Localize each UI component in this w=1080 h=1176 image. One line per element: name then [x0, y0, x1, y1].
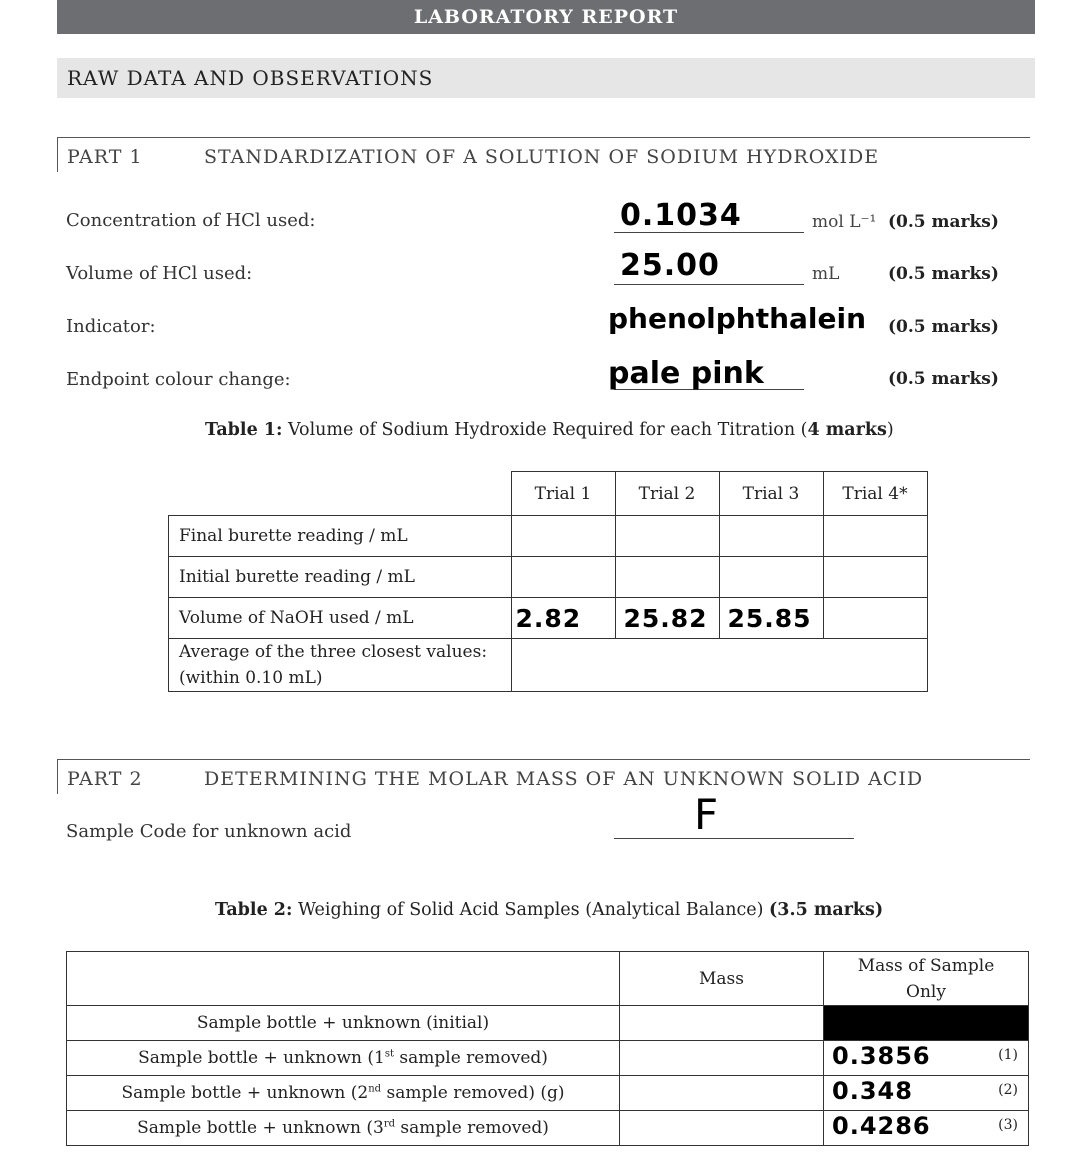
table2-corner [67, 952, 620, 1006]
row-1-sample-value: 0.3856 [832, 1042, 931, 1070]
part2-number: PART 2 [67, 768, 143, 790]
hcl-volume-value: 25.00 [620, 248, 720, 283]
table-corner [169, 472, 512, 516]
titration-table [168, 471, 928, 692]
table1-caption-marks: 4 marks [807, 420, 887, 440]
part2-heading [57, 759, 1030, 794]
hcl-volume-unit: mL [812, 264, 840, 284]
row-label-volume: Volume of NaOH used / mL [169, 598, 512, 639]
table1-caption [205, 420, 894, 440]
row-label-initial: Initial burette reading / mL [169, 557, 512, 598]
weighing-table [66, 951, 1029, 1146]
row-1-sample [824, 1041, 1029, 1076]
row-3-label: Sample bottle + unknown (3rd sample removed) [67, 1111, 620, 1146]
indicator-marks: (0.5 marks) [888, 317, 999, 337]
row-label-final: Final burette reading / mL [169, 516, 512, 557]
table2-caption-marks: (3.5 marks) [769, 900, 884, 920]
part1-title: STANDARDIZATION OF A SOLUTION OF SODIUM HYDROXIDE [204, 146, 880, 168]
row-3-sample-value: 0.4286 [832, 1112, 931, 1140]
row-1-label: Sample bottle + unknown (1st sample removed) [67, 1041, 620, 1076]
sample-code-line [614, 838, 854, 839]
cell-average [511, 639, 927, 692]
cell-final-3 [719, 516, 823, 557]
col-sample-mass-line1: Mass of Sample [857, 955, 995, 976]
col-mass: Mass [620, 952, 824, 1006]
hcl-volume-marks: (0.5 marks) [888, 264, 999, 284]
table1-caption-number: Table 1: [205, 420, 283, 440]
cell-initial-1 [511, 557, 615, 598]
sample-code-value: F [694, 790, 720, 839]
col-sample-mass [824, 952, 1029, 1006]
hcl-concentration-unit: mol L⁻¹ [812, 212, 877, 232]
table1-caption-text: Volume of Sodium Hydroxide Required for each Titration ( [282, 420, 808, 440]
row-initial-label: Sample bottle + unknown (initial) [67, 1006, 620, 1041]
table-row [169, 516, 928, 557]
cell-final-4 [823, 516, 927, 557]
table-row [67, 1076, 1029, 1111]
table-row [67, 1111, 1029, 1146]
report-title: LABORATORY REPORT [57, 0, 1035, 34]
cell-volume-1: 2.82 [511, 598, 615, 639]
table-row [169, 639, 928, 692]
hcl-concentration-value: 0.1034 [620, 198, 742, 233]
average-label-line2: (within 0.10 mL) [179, 668, 323, 688]
row-1-mass [620, 1041, 824, 1076]
table2-caption [215, 900, 883, 920]
table2-caption-text: Weighing of Solid Acid Samples (Analytical Balance) [292, 900, 770, 920]
hcl-concentration-label: Concentration of HCl used: [66, 210, 316, 231]
cell-initial-2 [615, 557, 719, 598]
row-label-average [169, 639, 512, 692]
section-heading: RAW DATA AND OBSERVATIONS [57, 58, 1035, 98]
row-2-sample-value: 0.348 [832, 1077, 913, 1105]
row-2-index: (2) [998, 1082, 1018, 1098]
col-trial-2: Trial 2 [615, 472, 719, 516]
table2-caption-number: Table 2: [215, 900, 293, 920]
cell-final-1 [511, 516, 615, 557]
cell-initial-3 [719, 557, 823, 598]
hcl-volume-label: Volume of HCl used: [66, 263, 253, 284]
part1-number: PART 1 [67, 146, 143, 168]
table-row [67, 1041, 1029, 1076]
col-trial-1: Trial 1 [511, 472, 615, 516]
average-label-line1: Average of the three closest values: [179, 642, 488, 662]
indicator-label: Indicator: [66, 316, 156, 337]
table-row [169, 557, 928, 598]
row-3-mass [620, 1111, 824, 1146]
part2-title: DETERMINING THE MOLAR MASS OF AN UNKNOWN SOLID ACID [204, 768, 924, 790]
row-2-sample [824, 1076, 1029, 1111]
col-trial-3: Trial 3 [719, 472, 823, 516]
indicator-value: phenolphthalein [608, 302, 867, 335]
table-row [169, 598, 928, 639]
row-initial-mass [620, 1006, 824, 1041]
cell-volume-3: 25.85 [719, 598, 823, 639]
cell-volume-4 [823, 598, 927, 639]
table-header-row [67, 952, 1029, 1006]
part1-heading [57, 137, 1030, 172]
row-initial-sample-blacked [824, 1006, 1029, 1041]
row-1-index: (1) [998, 1047, 1018, 1063]
endpoint-colour-value: pale pink [608, 356, 764, 391]
sample-code-label: Sample Code for unknown acid [66, 821, 352, 842]
col-trial-4: Trial 4* [823, 472, 927, 516]
endpoint-colour-label: Endpoint colour change: [66, 369, 291, 390]
row-3-sample [824, 1111, 1029, 1146]
cell-final-2 [615, 516, 719, 557]
cell-volume-2: 25.82 [615, 598, 719, 639]
cell-initial-4 [823, 557, 927, 598]
row-3-index: (3) [998, 1117, 1018, 1133]
table-row [67, 1006, 1029, 1041]
hcl-volume-line [614, 284, 804, 285]
table-header-row [169, 472, 928, 516]
table1-caption-end: ) [886, 420, 894, 440]
endpoint-colour-marks: (0.5 marks) [888, 369, 999, 389]
col-sample-mass-line2: Only [906, 981, 946, 1002]
row-2-label: Sample bottle + unknown (2nd sample removed) (g) [67, 1076, 620, 1111]
hcl-concentration-marks: (0.5 marks) [888, 212, 999, 232]
row-2-mass [620, 1076, 824, 1111]
